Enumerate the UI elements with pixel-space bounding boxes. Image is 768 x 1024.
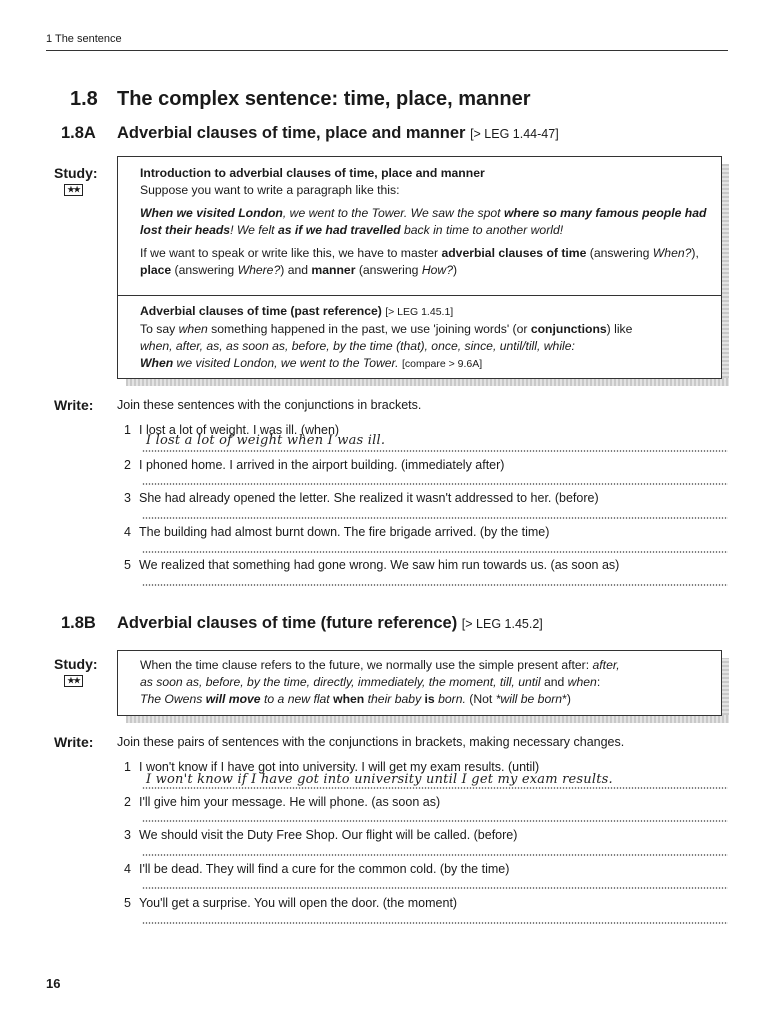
exercise-b-5: 5 You'll get a surprise. You will open the door. (the moment) <box>124 896 458 910</box>
exercise-b-3: 3 We should visit the Duty Free Shop. Our flight will be called. (before) <box>124 828 518 842</box>
part-b-number: 1.8B <box>61 614 96 632</box>
study-box-past <box>117 295 722 379</box>
box-shadow-a-right <box>721 164 729 378</box>
past-line-2: when, after, as, as soon as, before, by the time (that), once, since, until/till, while: <box>140 339 575 353</box>
exercise-b-2: 2 I'll give him your message. He will phone. (as soon as) <box>124 795 441 809</box>
part-b-ref: [> LEG 1.45.2] <box>461 617 543 631</box>
answer-line-b-1[interactable] <box>142 787 728 789</box>
write-label-a: Write: <box>54 397 94 413</box>
instruction-b: Join these pairs of sentences with the conjunctions in brackets, making necessary changes. <box>117 735 625 749</box>
study-label-a: Study: <box>54 165 98 181</box>
section-title <box>70 88 530 111</box>
part-a-ref: [> LEG 1.44-47] <box>470 127 559 141</box>
exercise-a-2: 2 I phoned home. I arrived in the airport building. (immediately after) <box>124 458 505 472</box>
instruction-a: Join these sentences with the conjunctions in brackets. <box>117 398 422 412</box>
exercise-a-4: 4 The building had almost burnt down. The fire brigade arrived. (by the time) <box>124 525 550 539</box>
exercise-a-5: 5 We realized that something had gone wrong. We saw him run towards us. (as soon as) <box>124 558 620 572</box>
part-a-heading <box>61 124 721 146</box>
part-a-number: 1.8A <box>61 124 96 142</box>
part-b-title: Adverbial clauses of time (future reference) <box>117 614 458 632</box>
past-line-1: To say when something happened in the past, we use 'joining words' (or conjunctions) like <box>140 322 633 336</box>
section-number: 1.8 <box>70 88 98 110</box>
part-b-heading <box>61 614 721 636</box>
difficulty-stars-b: ★★ <box>64 675 83 687</box>
box-shadow-a-bottom <box>126 378 729 386</box>
past-heading: Adverbial clauses of time (past reference) [> LEG 1.45.1] <box>140 304 454 318</box>
answer-line-a-5[interactable] <box>142 584 728 586</box>
intro-heading: Introduction to adverbial clauses of time, place and manner <box>140 166 485 180</box>
exercise-a-1: 1 I lost a lot of weight. I was ill. (when) <box>124 423 340 437</box>
running-head: 1 The sentence <box>46 33 122 45</box>
answer-line-b-5[interactable] <box>142 922 728 924</box>
part-a-title: Adverbial clauses of time, place and manner <box>117 124 466 142</box>
intro-example: When we visited London, we went to the Tower. We saw the spot where so many famous people had lost their heads! We felt as if we had travelled back in time to another world! <box>140 206 707 237</box>
answer-line-a-1[interactable] <box>142 450 728 452</box>
write-label-b: Write: <box>54 734 94 750</box>
past-line-3: When we visited London, we went to the Tower. [compare > 9.6A] <box>140 356 483 370</box>
answer-line-b-3[interactable] <box>142 854 728 856</box>
exercise-a-3: 3 She had already opened the letter. She realized it wasn't addressed to her. (before) <box>124 491 599 505</box>
future-line-1: When the time clause refers to the future, we normally use the simple present after: after, <box>140 658 620 672</box>
box-shadow-b-bottom <box>126 715 729 723</box>
answer-line-a-4[interactable] <box>142 551 728 553</box>
future-line-2: as soon as, before, by the time, directly, immediately, the moment, till, until and when: <box>140 675 601 689</box>
answer-b-1[interactable]: I won't know if I have got into university until I get my exam results. <box>146 772 613 787</box>
intro-line: Suppose you want to write a paragraph like this: <box>140 183 400 197</box>
study-box-future <box>117 650 722 716</box>
study-box-intro <box>117 156 722 296</box>
page-number: 16 <box>46 976 61 991</box>
header-rule <box>46 50 728 51</box>
answer-line-b-4[interactable] <box>142 887 728 889</box>
answer-line-b-2[interactable] <box>142 820 728 822</box>
study-label-b: Study: <box>54 656 98 672</box>
intro-paragraph: If we want to speak or write like this, we have to master adverbial clauses of time (answering When?), place (answering Where?) and manner (answering How?) <box>140 246 699 277</box>
exercise-b-1: 1 I won't know if I have got into university. I will get my exam results. (until) <box>124 760 540 774</box>
difficulty-stars-a: ★★ <box>64 184 83 196</box>
exercise-b-4: 4 I'll be dead. They will find a cure for the common cold. (by the time) <box>124 862 510 876</box>
answer-a-1[interactable]: I lost a lot of weight when I was ill. <box>146 433 386 448</box>
future-line-3: The Owens will move to a new flat when their baby is born. (Not *will be born*) <box>140 692 571 706</box>
box-shadow-b-right <box>721 658 729 715</box>
answer-line-a-2[interactable] <box>142 483 728 485</box>
answer-line-a-3[interactable] <box>142 517 728 519</box>
section-title-text: The complex sentence: time, place, manner <box>117 88 531 110</box>
